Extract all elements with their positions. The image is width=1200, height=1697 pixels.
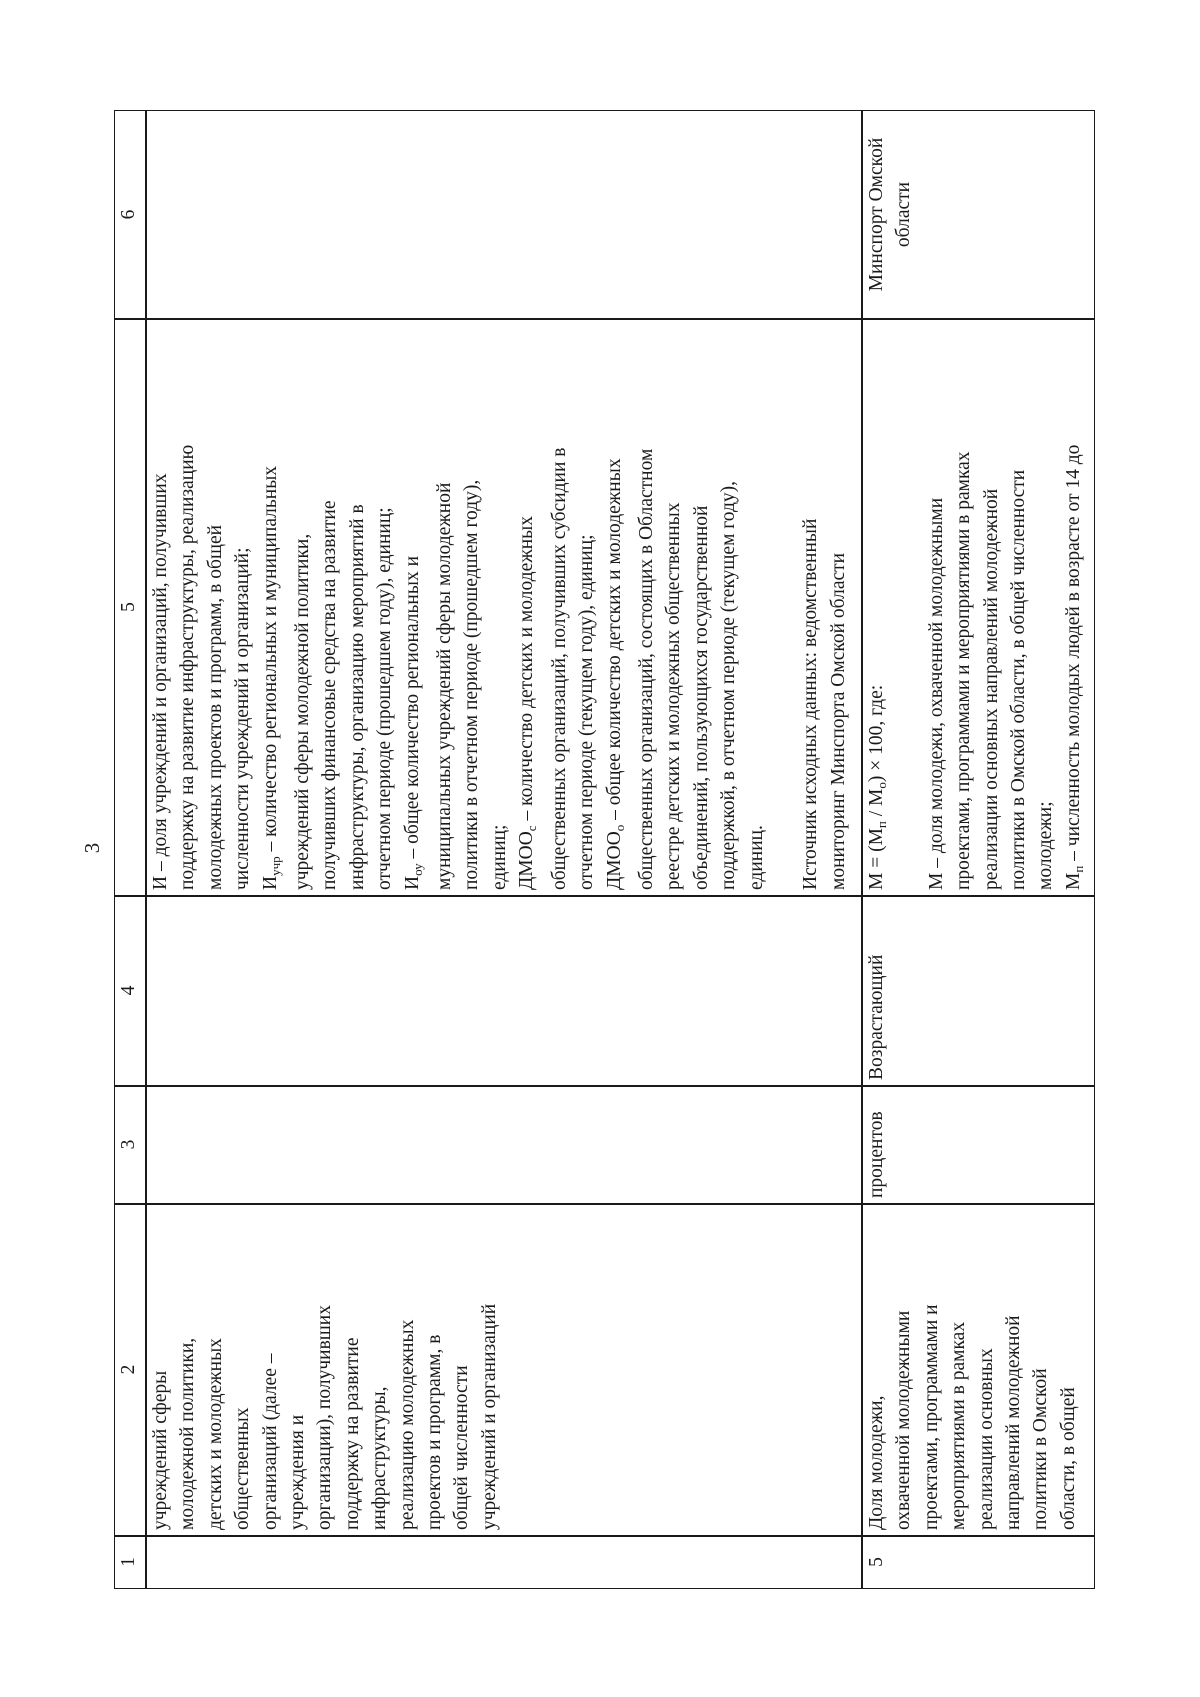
text-line: инфраструктуры, bbox=[369, 1386, 391, 1530]
text-line: процентов bbox=[866, 1111, 887, 1198]
text-line: численности учреждений и организаций; bbox=[232, 547, 254, 890]
table-cell-source bbox=[863, 111, 1094, 318]
text-line: проектами, программами и bbox=[920, 1304, 942, 1530]
text-line: Источник исходных данных: ведомственный bbox=[800, 518, 822, 890]
header-cell-1: 1 bbox=[118, 1557, 139, 1567]
table-cell-trend bbox=[863, 896, 1094, 1085]
text-line: учреждений и организаций bbox=[478, 1303, 500, 1530]
text-line: получивших финансовые средства на развитие bbox=[319, 500, 341, 890]
text-line: $М_п$ – численность молодых людей в возрасте от 14 до bbox=[1062, 444, 1086, 890]
text-line: Возрастающий bbox=[866, 954, 887, 1080]
text-line: инфраструктуры, организацию мероприятий в bbox=[346, 504, 368, 890]
text-line: учреждений сферы молодежной политики, bbox=[292, 533, 314, 890]
page-number: 3 bbox=[80, 842, 104, 854]
text-line: И – доля учреждений и организаций, получивших bbox=[150, 473, 171, 890]
table-cell-name bbox=[863, 1204, 1094, 1535]
text-line: поддержкой, в отчетном периоде (текущем году), bbox=[718, 480, 740, 890]
text-line: $М = (М_п / М_о) \times 100$, где: bbox=[866, 684, 889, 890]
text-line: общественных организаций, получивших субсидии в bbox=[548, 447, 570, 890]
text-line: $ДМОО_о$ – общее количество детских и молодежных bbox=[603, 458, 627, 890]
text-line: политики в Омской области, в общей численности bbox=[1008, 469, 1030, 890]
text-line: молодежных проектов и программ, в общей bbox=[204, 524, 226, 890]
text-line: реестре детских и молодежных общественных bbox=[663, 502, 685, 890]
text-line: единиц; bbox=[488, 824, 510, 890]
text-line: проектами, программами и мероприятиями в рамках bbox=[953, 451, 975, 890]
text-line: $И_{оу}$ – общее количество региональных и bbox=[401, 555, 425, 890]
table-cell-method bbox=[863, 319, 1094, 895]
text-line: мероприятиями в рамках bbox=[948, 1321, 970, 1530]
text-line: области, в общей bbox=[1057, 1387, 1079, 1530]
text-line: учреждений сферы bbox=[150, 1370, 171, 1530]
text-line: Доля молодежи, bbox=[866, 1395, 887, 1530]
text-line: общественных организаций, состоящих в Областном bbox=[635, 448, 657, 890]
text-line: $ДМОО_с$ – количество детских и молодежных bbox=[516, 516, 540, 890]
text-line: М – доля молодежи, охваченной молодежными bbox=[925, 497, 947, 890]
table-cell-unit bbox=[147, 1086, 861, 1203]
text-line: политики в Омской bbox=[1030, 1368, 1052, 1530]
text-line: мониторинг Минспорта Омской области bbox=[827, 552, 849, 890]
header-cell-2: 2 bbox=[118, 1364, 139, 1375]
table-cell-number bbox=[863, 1536, 1094, 1588]
text-line: реализации основных направлений молодежной bbox=[980, 488, 1002, 890]
text-line: организаций (далее – bbox=[259, 1353, 281, 1530]
text-line: Минспорт Омской bbox=[866, 137, 887, 292]
text-line: молодежи; bbox=[1035, 801, 1057, 890]
text-line: молодежной политики, bbox=[177, 1337, 199, 1530]
text-line: учреждения и bbox=[287, 1414, 309, 1530]
header-cell-5: 5 bbox=[118, 602, 139, 612]
table-cell-unit bbox=[863, 1086, 1094, 1203]
table-cell-name bbox=[147, 1204, 861, 1535]
text-line: 5 bbox=[866, 1557, 887, 1567]
text-line: общей численности bbox=[451, 1365, 473, 1530]
text-line: направлений молодежной bbox=[1003, 1315, 1025, 1530]
text-line: поддержку на развитие bbox=[341, 1337, 363, 1530]
text-line: организации), получивших bbox=[314, 1305, 336, 1530]
blank-line bbox=[895, 324, 922, 890]
text-line: отчетном периоде (текущем году), единиц; bbox=[576, 534, 598, 890]
text-line: проектов и программ, в bbox=[424, 1334, 446, 1530]
text-line: отчетном периоде (прошедшем году), единиц; bbox=[374, 507, 396, 890]
text-line: объединений, пользующихся государственной bbox=[690, 505, 712, 890]
table-cell-trend bbox=[147, 896, 861, 1085]
text-line: поддержку на развитие инфраструктуры, реализацию bbox=[177, 444, 199, 890]
text-line: $И_{учр}$ – количество региональных и муниципальных bbox=[259, 465, 283, 890]
table-cell-method bbox=[147, 319, 861, 895]
text-line: детских и молодежных bbox=[204, 1338, 226, 1530]
text-line: реализации основных bbox=[975, 1348, 997, 1530]
text-line: муниципальных учреждений сферы молодежной bbox=[434, 482, 456, 890]
table-cell-source bbox=[147, 111, 861, 318]
text-line: единиц. bbox=[745, 825, 767, 890]
table-cell-number bbox=[147, 1536, 861, 1588]
header-cell-4: 4 bbox=[118, 985, 139, 996]
header-cell-6: 6 bbox=[118, 209, 139, 220]
text-line: области bbox=[893, 181, 915, 248]
text-line: охваченной молодежными bbox=[893, 1310, 915, 1530]
text-line: реализацию молодежных bbox=[396, 1319, 418, 1530]
text-line: политики в отчетном периоде (прошедшем году), bbox=[461, 479, 483, 890]
text-line: общественных bbox=[232, 1407, 254, 1530]
header-cell-3: 3 bbox=[118, 1139, 139, 1150]
blank-line bbox=[770, 324, 797, 890]
